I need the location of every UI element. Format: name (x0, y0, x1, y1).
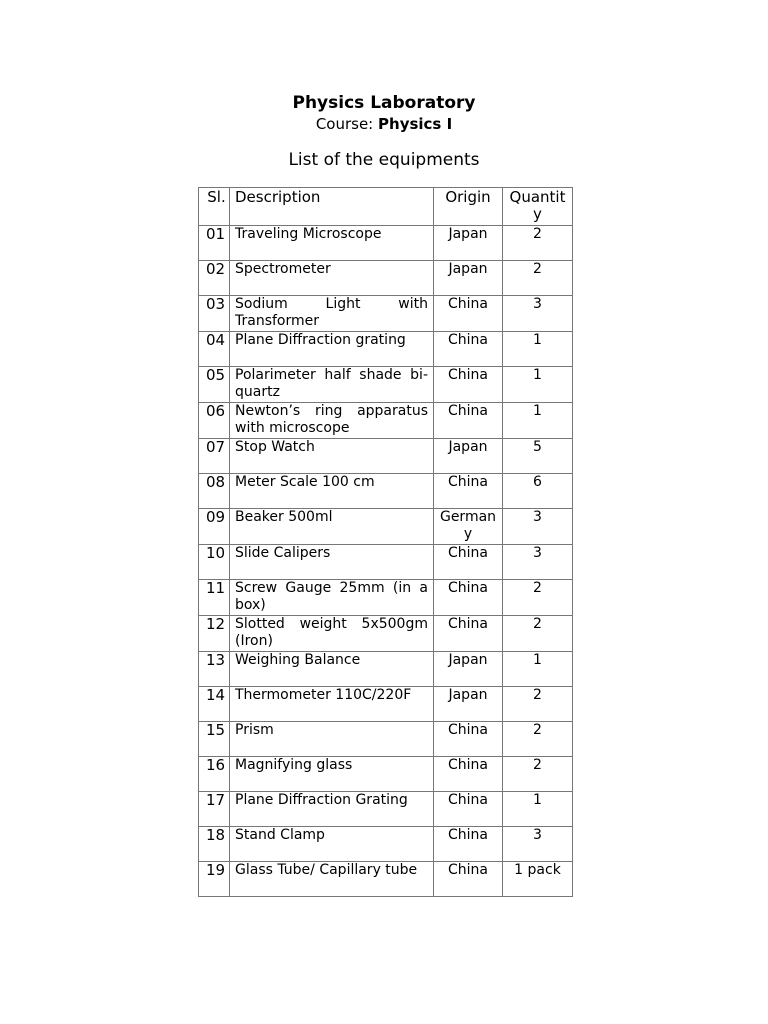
cell-description: Thermometer 110C/220F (230, 687, 434, 722)
cell-quantity: 2 (503, 616, 573, 652)
page-title: Physics Laboratory (292, 93, 476, 113)
equipment-table (198, 187, 573, 897)
cell-description: Polarimeter half shade bi-quartz (230, 367, 434, 403)
table-row (199, 792, 573, 827)
cell-origin: China (434, 722, 503, 757)
table-row (199, 296, 573, 332)
cell-quantity: 1 (503, 792, 573, 827)
cell-description: Screw Gauge 25mm (in a box) (230, 580, 434, 616)
cell-origin: China (434, 403, 503, 439)
cell-description: Glass Tube/ Capillary tube (230, 862, 434, 897)
course-name: Physics I (378, 115, 453, 133)
cell-origin: Germany (434, 509, 503, 545)
table-row (199, 652, 573, 687)
cell-description: Sodium Light with Transformer (230, 296, 434, 332)
cell-quantity: 3 (503, 509, 573, 545)
cell-origin: Japan (434, 226, 503, 261)
cell-quantity: 3 (503, 545, 573, 580)
table-row (199, 862, 573, 897)
cell-sl: 08 (199, 474, 230, 509)
cell-origin: China (434, 862, 503, 897)
cell-sl: 04 (199, 332, 230, 367)
table-row (199, 757, 573, 792)
table-row (199, 439, 573, 474)
cell-origin: China (434, 474, 503, 509)
cell-sl: 06 (199, 403, 230, 439)
cell-origin: Japan (434, 687, 503, 722)
table-row (199, 367, 573, 403)
cell-sl: 15 (199, 722, 230, 757)
cell-origin: Japan (434, 439, 503, 474)
table-body (199, 226, 573, 897)
cell-origin: China (434, 367, 503, 403)
cell-sl: 12 (199, 616, 230, 652)
table-row (199, 509, 573, 545)
table-row (199, 261, 573, 296)
cell-origin: China (434, 580, 503, 616)
cell-quantity: 2 (503, 722, 573, 757)
cell-description: Magnifying glass (230, 757, 434, 792)
course-line (0, 114, 768, 134)
cell-sl: 13 (199, 652, 230, 687)
table-row (199, 332, 573, 367)
table-row (199, 687, 573, 722)
cell-origin: China (434, 827, 503, 862)
cell-description: Slide Calipers (230, 545, 434, 580)
list-heading: List of the equipments (288, 150, 480, 170)
course-label: Course: (315, 115, 374, 133)
table-row (199, 722, 573, 757)
cell-quantity: 5 (503, 439, 573, 474)
cell-description: Stand Clamp (230, 827, 434, 862)
cell-sl: 02 (199, 261, 230, 296)
cell-origin: Japan (434, 261, 503, 296)
header-sl: Sl. (199, 188, 230, 226)
cell-origin: China (434, 296, 503, 332)
cell-quantity: 3 (503, 296, 573, 332)
cell-quantity: 2 (503, 687, 573, 722)
table-row (199, 474, 573, 509)
cell-origin: China (434, 757, 503, 792)
cell-sl: 17 (199, 792, 230, 827)
cell-description: Traveling Microscope (230, 226, 434, 261)
cell-description: Spectrometer (230, 261, 434, 296)
cell-description: Plane Diffraction Grating (230, 792, 434, 827)
header-origin: Origin (434, 188, 503, 226)
cell-quantity: 2 (503, 226, 573, 261)
cell-description: Plane Diffraction grating (230, 332, 434, 367)
cell-quantity: 6 (503, 474, 573, 509)
cell-sl: 19 (199, 862, 230, 897)
cell-sl: 14 (199, 687, 230, 722)
cell-origin: Japan (434, 652, 503, 687)
cell-description: Prism (230, 722, 434, 757)
cell-origin: China (434, 545, 503, 580)
cell-sl: 11 (199, 580, 230, 616)
table-row (199, 827, 573, 862)
table-row (199, 580, 573, 616)
header-description: Description (230, 188, 434, 226)
cell-sl: 05 (199, 367, 230, 403)
cell-description: Newton’s ring apparatus with microscope (230, 403, 434, 439)
cell-quantity: 1 (503, 652, 573, 687)
cell-sl: 03 (199, 296, 230, 332)
cell-description: Meter Scale 100 cm (230, 474, 434, 509)
table-header-row (199, 188, 573, 226)
cell-origin: China (434, 616, 503, 652)
cell-sl: 18 (199, 827, 230, 862)
table-row (199, 616, 573, 652)
cell-sl: 07 (199, 439, 230, 474)
cell-quantity: 3 (503, 827, 573, 862)
cell-quantity: 1 (503, 367, 573, 403)
table-row (199, 403, 573, 439)
cell-quantity: 1 (503, 332, 573, 367)
cell-quantity: 1 (503, 403, 573, 439)
table-row (199, 226, 573, 261)
cell-quantity: 2 (503, 580, 573, 616)
cell-origin: China (434, 792, 503, 827)
cell-sl: 10 (199, 545, 230, 580)
cell-sl: 09 (199, 509, 230, 545)
cell-quantity: 2 (503, 261, 573, 296)
cell-description: Slotted weight 5x500gm (Iron) (230, 616, 434, 652)
cell-quantity: 1 pack (503, 862, 573, 897)
cell-sl: 16 (199, 757, 230, 792)
cell-origin: China (434, 332, 503, 367)
cell-description: Weighing Balance (230, 652, 434, 687)
cell-description: Stop Watch (230, 439, 434, 474)
header-quantity: Quantity (503, 188, 573, 226)
cell-sl: 01 (199, 226, 230, 261)
table-row (199, 545, 573, 580)
cell-description: Beaker 500ml (230, 509, 434, 545)
cell-quantity: 2 (503, 757, 573, 792)
